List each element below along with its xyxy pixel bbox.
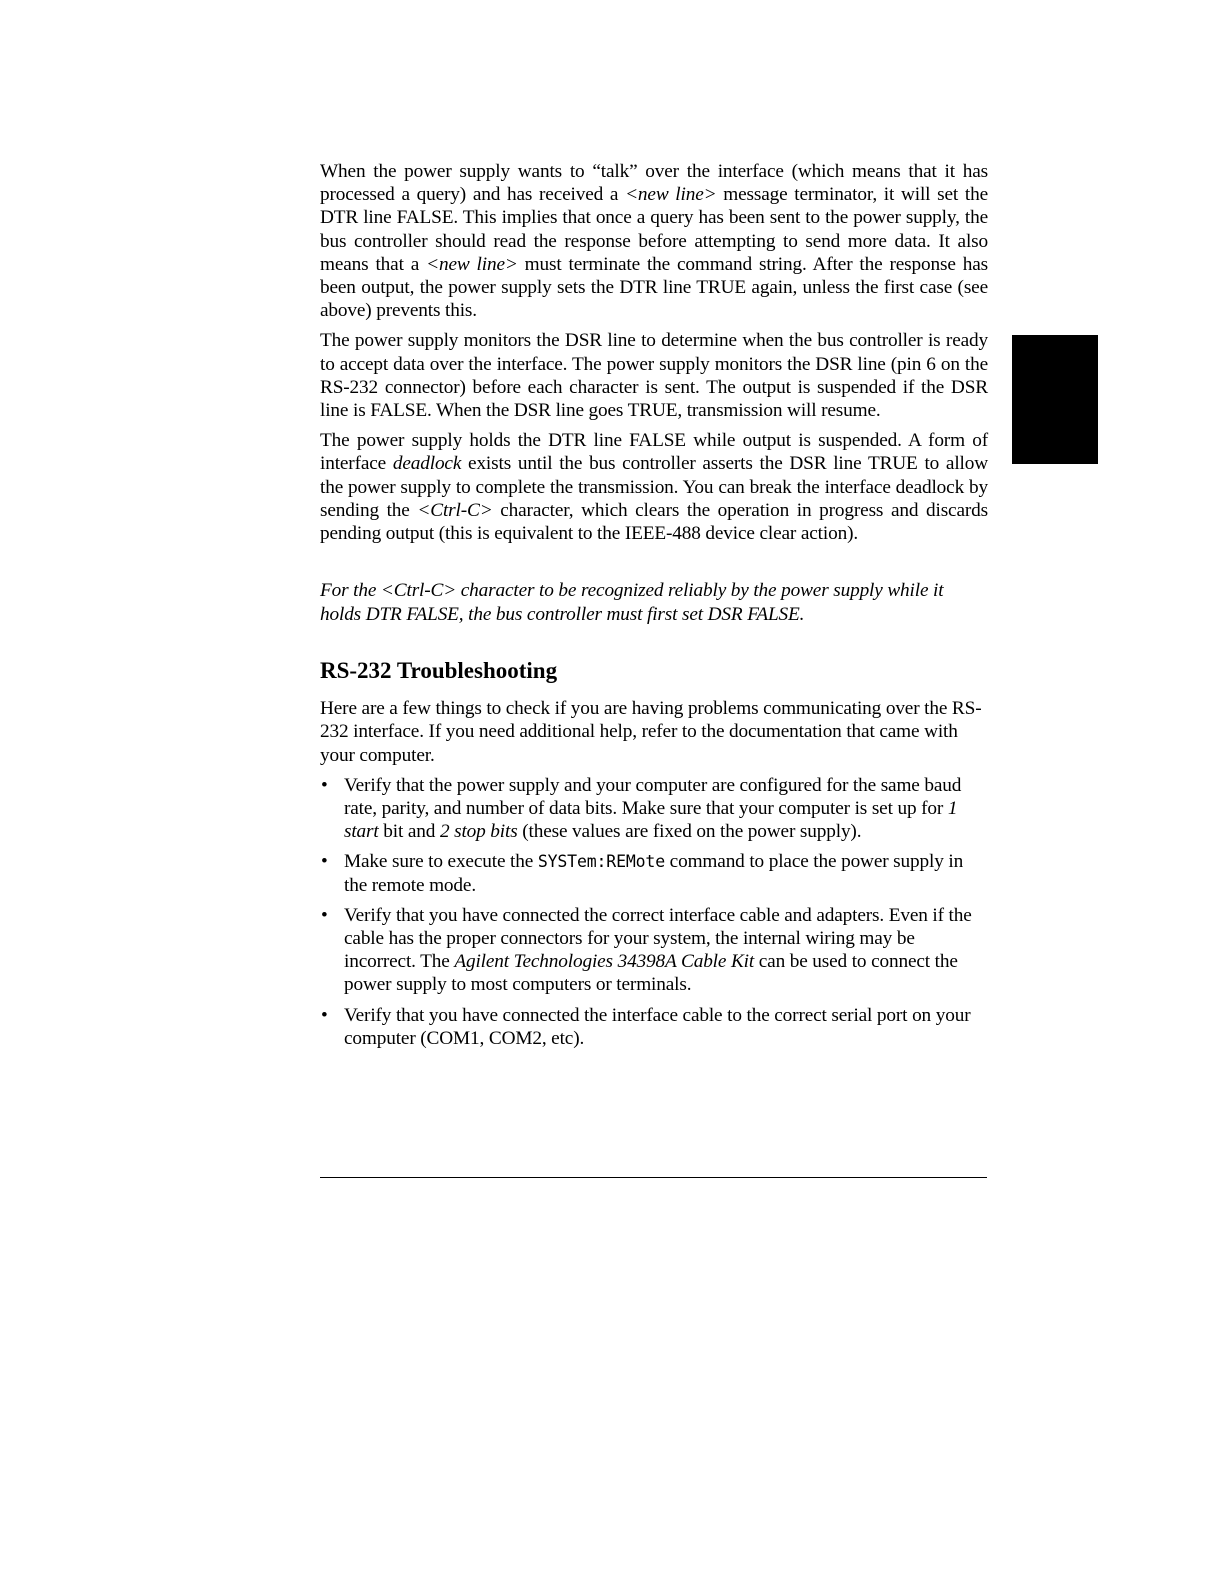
footer-rule [320, 1177, 987, 1178]
p1-text-3: must terminate the command string. After the response has been output, the power supply sets the DTR line TRUE again, unless the first case (see above) prevents this. [320, 253, 988, 322]
p3-deadlock-term: deadlock [392, 453, 462, 475]
p1-new-line-term-1: <new line> [625, 184, 717, 206]
paragraph-deadlock [320, 429, 988, 545]
p3-text-2: exists until the bus controller asserts the DSR line TRUE to allow the power supply to complete the transmission. You can break the interface deadlock by sending the [320, 453, 989, 521]
bullet-icon: • [321, 904, 328, 926]
b3-text-2: can be used to connect the power supply to most computers or terminals. [344, 951, 958, 996]
b1-start-bit-term: 1 start [344, 798, 958, 843]
section-heading: RS-232 Troubleshooting [320, 658, 558, 684]
bullet-icon: • [321, 774, 328, 796]
list-item [320, 1004, 988, 1050]
chapter-tab-marker [1012, 335, 1098, 464]
b1-text-1: Verify that the power supply and your computer are configured for the same baud rate, parity, and number of data bits. Make sure that your computer is set up for [344, 774, 962, 820]
b2-text-1: Make sure to execute the [344, 851, 538, 873]
section-intro: Here are a few things to check if you are having problems communicating over the RS-232 interface. If you need additional help, refer to the documentation that came with your computer. [320, 698, 982, 766]
b3-text-1: Verify that you have connected the correct interface cable and adapters. Even if the cable has the proper connectors for your system, the internal wiring may be incorrect. The [344, 904, 972, 973]
p3-text-1: The power supply holds the DTR line FALSE while output is suspended. A form of interface [320, 430, 988, 475]
b2-command-code: SYSTem:REMote [537, 852, 666, 872]
p1-text-1: When the power supply wants to “talk” over the interface (which means that it has processed a query) and has received a [320, 161, 988, 206]
list-item [320, 774, 988, 844]
b1-text-3: (these values are fixed on the power supply). [517, 821, 862, 843]
b3-cable-kit-term: Agilent Technologies 34398A Cable Kit [454, 951, 755, 973]
troubleshooting-list [320, 774, 988, 1050]
bullet-icon: • [321, 851, 328, 873]
b1-text-2: bit and [378, 821, 440, 843]
page-content [320, 160, 988, 1057]
b4-text: Verify that you have connected the interface cable to the correct serial port on your computer (COM1, COM2, etc). [344, 1004, 971, 1049]
italic-note: For the <Ctrl-C> character to be recognized reliably by the power supply while it holds DTR FALSE, the bus controller must first set DSR FALSE. [320, 580, 944, 626]
b2-text-2: command to place the power supply in the remote mode. [344, 851, 964, 896]
p3-text-3: character, which clears the operation in progress and discards pending output (this is equivalent to the IEEE-488 device clear action). [320, 499, 988, 545]
p1-new-line-term-2: <new line> [426, 253, 518, 275]
p1-text-2: message terminator, it will set the DTR line FALSE. This implies that once a query has been sent to the power supply, the bus controller should read the response before attempting to send more data. It also means that a [320, 184, 988, 275]
bullet-icon: • [321, 1004, 328, 1026]
p3-ctrl-c-term: <Ctrl-C> [417, 499, 493, 521]
paragraph-dtr-talk [320, 160, 988, 322]
list-item [320, 850, 988, 896]
list-item [320, 904, 988, 997]
b1-stop-bits-term: 2 stop bits [439, 821, 518, 843]
paragraph-dsr-monitor: The power supply monitors the DSR line to determine when the bus controller is ready to accept data over the interface. The power supply monitors the DSR line (pin 6 on the RS-232 connector) before each character is sent. The output is suspended if the DSR line is FALSE. When the DSR line goes TRUE, transmission will resume. [320, 330, 988, 422]
